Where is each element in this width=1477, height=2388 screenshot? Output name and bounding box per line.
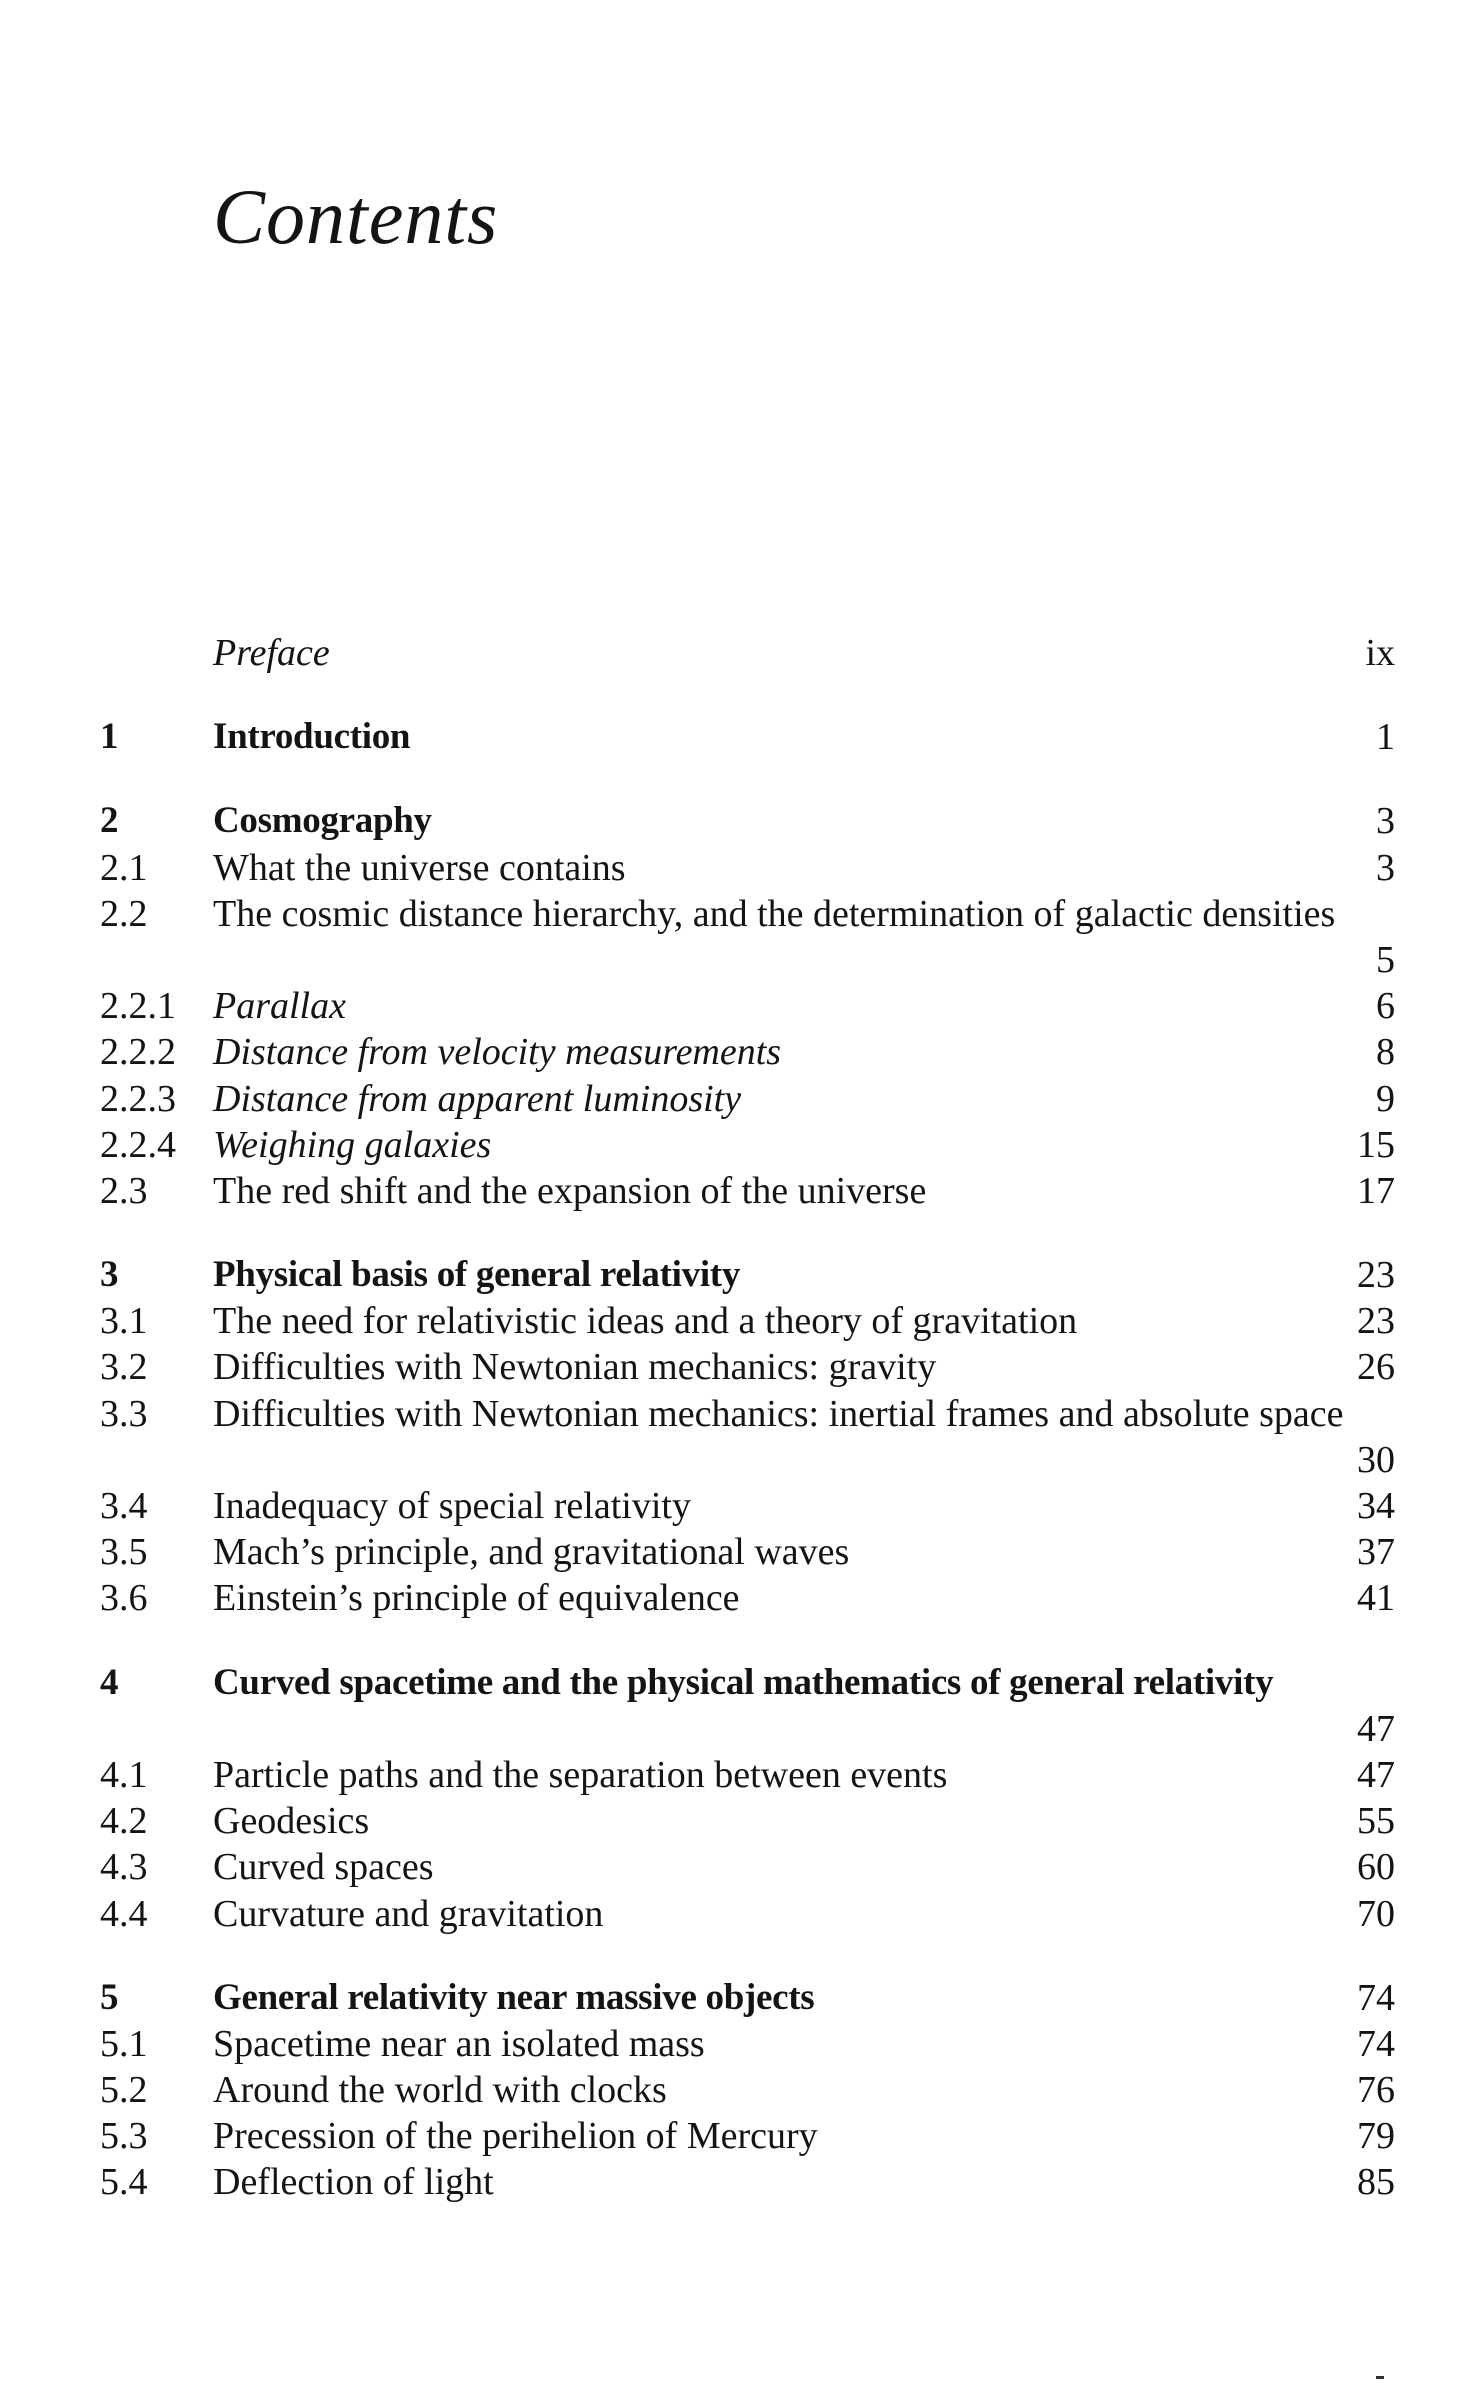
toc-entry-title: Physical basis of general relativity: [213, 1254, 741, 1296]
toc-entry-title: Parallax: [213, 985, 346, 1028]
toc-entry-number: 4.1: [100, 1753, 148, 1796]
toc-entry-number: 5: [100, 1976, 119, 2018]
toc-entry-page: 60: [1357, 1846, 1395, 1889]
toc-entry-number: 1: [100, 716, 119, 758]
toc-entry-number: 2.2.4: [100, 1123, 176, 1166]
toc-entry-title: The cosmic distance hierarchy, and the determination of galactic densities: [213, 892, 1336, 935]
toc-entry-title: Introduction: [213, 716, 411, 758]
toc-entry-number: 4.4: [100, 1892, 148, 1935]
toc-entry-title: Geodesics: [213, 1800, 370, 1843]
toc-entry-title: Precession of the perihelion of Mercury: [213, 2115, 818, 2158]
toc-entry-row: [100, 845, 1400, 891]
toc-entry-page: 74: [1357, 1976, 1395, 2019]
toc-entry-row: [100, 1298, 1400, 1344]
toc-entry-title: The red shift and the expansion of the universe: [213, 1169, 927, 1212]
toc-entry-page: 41: [1357, 1577, 1395, 1620]
toc-entry-row: [100, 1391, 1400, 1483]
toc-entry-title: Distance from apparent luminosity: [213, 1077, 742, 1120]
toc-entry-page: 47: [1357, 1707, 1395, 1750]
toc-entry-number: 2.3: [100, 1169, 148, 1212]
toc-entry-row: [100, 1029, 1400, 1075]
toc-entry-page: 3: [1376, 846, 1395, 889]
toc-entry-page: 26: [1357, 1346, 1395, 1389]
toc-entry-row: [100, 983, 1400, 1029]
toc-entry-page: 70: [1357, 1892, 1395, 1935]
toc-entry-row: [100, 630, 1400, 676]
toc-entry-row: [100, 2067, 1400, 2113]
toc-entry-number: 4: [100, 1661, 119, 1703]
toc-entry-title: Curvature and gravitation: [213, 1892, 604, 1935]
toc-entry-row: [100, 2021, 1400, 2067]
toc-entry-row: [100, 1844, 1400, 1890]
toc-entry-number: 3.6: [100, 1577, 148, 1620]
toc-entry-number: 2: [100, 800, 119, 842]
toc-entry-page: ix: [1365, 632, 1395, 674]
toc-entry-row: [100, 1752, 1400, 1798]
toc-entry-number: 3: [100, 1254, 119, 1296]
toc-entry-number: 3.5: [100, 1531, 148, 1574]
toc-entry-page: 85: [1357, 2161, 1395, 2204]
toc-entry-page: 17: [1357, 1169, 1395, 1212]
toc-entry-page: 34: [1357, 1485, 1395, 1528]
toc-entry-page: 23: [1357, 1254, 1395, 1297]
toc-chapter-row: [100, 714, 1400, 760]
toc-entry-title: Inadequacy of special relativity: [213, 1485, 691, 1528]
toc-entry-page: 74: [1357, 2022, 1395, 2065]
toc-entry-row: [100, 1122, 1400, 1168]
toc-entry-page: 76: [1357, 2069, 1395, 2112]
toc-entry-number: 3.1: [100, 1300, 148, 1343]
toc-entry-title: Distance from velocity measurements: [213, 1031, 782, 1074]
toc-entry-row: [100, 1798, 1400, 1844]
toc-entry-page: 9: [1376, 1077, 1395, 1120]
toc-entry-title: Curved spacetime and the physical mathematics of general relativity: [213, 1661, 1274, 1703]
toc-entry-number: 4.3: [100, 1846, 148, 1889]
toc-entry-title: Particle paths and the separation between events: [213, 1753, 948, 1796]
toc-entry-page: 23: [1357, 1300, 1395, 1343]
toc-entry-title: Around the world with clocks: [213, 2069, 667, 2112]
toc-chapter-row: [100, 798, 1400, 844]
toc-entry-page: 1: [1376, 716, 1395, 759]
toc-entry-page: 47: [1357, 1753, 1395, 1796]
toc-entry-number: 5.2: [100, 2069, 148, 2112]
toc-chapter-row: [100, 1975, 1400, 2021]
toc-entry-page: 3: [1376, 800, 1395, 843]
toc-entry-title: Difficulties with Newtonian mechanics: gravity: [213, 1346, 937, 1389]
toc-chapter-row: [100, 1660, 1400, 1752]
toc-entry-row: [100, 1168, 1400, 1214]
page-mark: [1376, 2376, 1384, 2379]
toc-entry-row: [100, 1076, 1400, 1122]
page-title: Contents: [213, 173, 499, 260]
toc-entry-row: [100, 1344, 1400, 1390]
toc-entry-number: 5.4: [100, 2161, 148, 2204]
toc-entry-title: Cosmography: [213, 800, 432, 842]
toc-entry-row: [100, 891, 1400, 983]
toc-entry-number: 3.4: [100, 1485, 148, 1528]
toc-entry-number: 3.2: [100, 1346, 148, 1389]
toc-entry-number: 2.2.1: [100, 985, 176, 1028]
toc-entry-title: The need for relativistic ideas and a theory of gravitation: [213, 1300, 1078, 1343]
toc-entry-number: 3.3: [100, 1392, 148, 1435]
toc-entry-page: 37: [1357, 1531, 1395, 1574]
toc-entry-title: Spacetime near an isolated mass: [213, 2022, 705, 2065]
toc-entry-page: 5: [1376, 938, 1395, 981]
toc-entry-title: What the universe contains: [213, 846, 626, 889]
toc-entry-title: Einstein’s principle of equivalence: [213, 1577, 740, 1620]
toc-entry-row: [100, 2113, 1400, 2159]
toc-entry-row: [100, 1891, 1400, 1937]
toc-entry-title: Difficulties with Newtonian mechanics: inertial frames and absolute space: [213, 1392, 1344, 1435]
toc-entry-page: 8: [1376, 1031, 1395, 1074]
toc-entry-number: 4.2: [100, 1800, 148, 1843]
toc-entry-title: Deflection of light: [213, 2161, 494, 2204]
toc-entry-page: 30: [1357, 1438, 1395, 1481]
toc-entry-row: [100, 2159, 1400, 2205]
toc-entry-page: 15: [1357, 1123, 1395, 1166]
toc-entry-number: 2.1: [100, 846, 148, 889]
toc-entry-number: 2.2.3: [100, 1077, 176, 1120]
toc-entry-number: 5.3: [100, 2115, 148, 2158]
toc-entry-page: 6: [1376, 985, 1395, 1028]
toc-entry-page: 79: [1357, 2115, 1395, 2158]
toc-entry-number: 2.2.2: [100, 1031, 176, 1074]
toc-entry-title: Weighing galaxies: [213, 1123, 492, 1166]
toc-entry-page: 55: [1357, 1800, 1395, 1843]
toc-chapter-row: [100, 1252, 1400, 1298]
toc-entry-title: Curved spaces: [213, 1846, 434, 1889]
toc-entry-number: 2.2: [100, 892, 148, 935]
toc-entry-row: [100, 1575, 1400, 1621]
toc-entry-row: [100, 1529, 1400, 1575]
toc-entry-number: 5.1: [100, 2022, 148, 2065]
toc-entry-title: General relativity near massive objects: [213, 1976, 815, 2018]
toc-entry-title: Preface: [213, 632, 330, 674]
toc-entry-title: Mach’s principle, and gravitational waves: [213, 1531, 850, 1574]
table-of-contents: [100, 630, 1400, 2206]
toc-entry-row: [100, 1483, 1400, 1529]
